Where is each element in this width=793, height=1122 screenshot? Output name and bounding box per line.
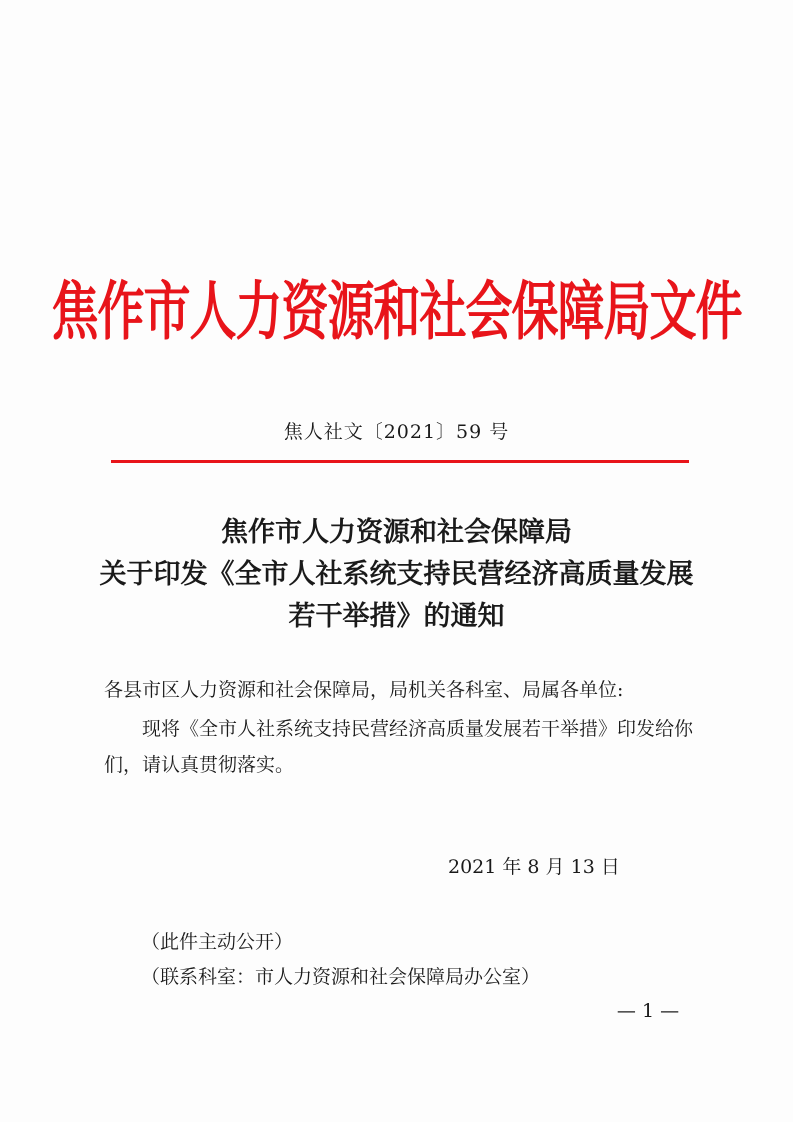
public-note: （此件主动公开） bbox=[141, 931, 294, 953]
page-number: — 1 — bbox=[616, 1000, 680, 1022]
salutation: 各县市区人力资源和社会保障局，局机关各科室、局属各单位: bbox=[104, 679, 624, 701]
issue-date: 2021 年 8 月 13 日 bbox=[448, 856, 620, 878]
document-header-title: 焦作市人力资源和社会保障局文件 bbox=[51, 275, 742, 350]
notice-title bbox=[0, 512, 793, 638]
notice-title-line-1: 焦作市人力资源和社会保障局 bbox=[221, 517, 572, 548]
notice-title-line-3: 若干举措》的通知 bbox=[288, 601, 505, 632]
red-divider-line bbox=[111, 460, 689, 463]
body-paragraph: 现将《全市人社系统支持民营经济高质量发展若干举措》印发给你们，请认真贯彻落实。 bbox=[104, 718, 694, 776]
contact-note: （联系科室：市人力资源和社会保障局办公室） bbox=[141, 966, 541, 988]
document-number: 焦人社文〔2021〕59 号 bbox=[283, 421, 510, 443]
notice-title-line-2: 关于印发《全市人社系统支持民营经济高质量发展 bbox=[99, 559, 694, 590]
